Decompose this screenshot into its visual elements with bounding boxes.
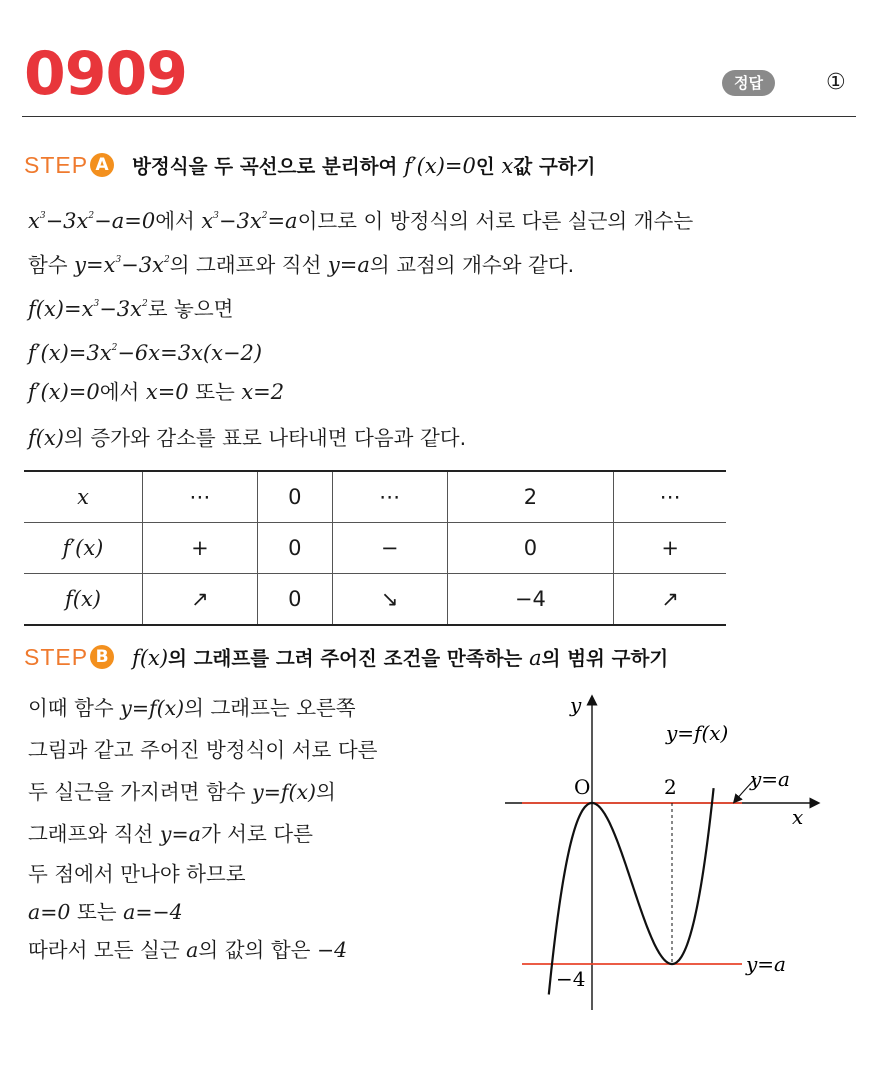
paragraph-line-6: a=0 또는 a=−4 — [28, 900, 183, 924]
paragraph-line-4: 그래프와 직선 y=a가 서로 다른 — [28, 822, 313, 846]
table-row-fprime — [24, 523, 726, 574]
table-cell: 0 — [257, 471, 332, 523]
table-cell: ⋯ — [614, 471, 726, 523]
line-label-top: y=a — [750, 767, 790, 791]
step-b-title: f(x)의 그래프를 그려 주어진 조건을 만족하는 a의 범위 구하기 — [132, 646, 669, 670]
solution-line-5: f′(x)=0에서 x=0 또는 x=2 — [28, 380, 285, 404]
table-row-f — [24, 574, 726, 626]
paragraph-line-3: 두 실근을 가지려면 함수 y=f(x)의 — [28, 780, 336, 804]
table-cell: ⋯ — [143, 471, 258, 523]
solution-line-1: $x^3-3x^2-a=0$에서 $x^3-3x^2=a$이므로 이 방정식의 서로 다른 실근의 개수는 — [28, 209, 694, 233]
increase-arrow: ↗ — [143, 574, 258, 626]
problem-number: 0909 — [24, 39, 187, 109]
header-divider — [22, 116, 856, 117]
y-axis-label: y — [570, 693, 582, 717]
table-row-x — [24, 471, 726, 523]
step-a-letter: A — [90, 153, 114, 177]
table-cell: + — [614, 523, 726, 574]
tick-label-2: 2 — [664, 775, 677, 799]
step-a-title: 방정식을 두 곡선으로 분리하여 f′(x)=0인 x값 구하기 — [132, 154, 596, 178]
row-label-f: f(x) — [64, 587, 101, 611]
step-b-heading — [24, 640, 668, 674]
paragraph-line-1: 이때 함수 y=f(x)의 그래프는 오른쪽 — [28, 696, 356, 720]
table-cell: ⋯ — [332, 471, 447, 523]
table-cell: −4 — [447, 574, 614, 626]
table-cell: 2 — [447, 471, 614, 523]
decrease-arrow: ↘ — [332, 574, 447, 626]
table-cell: − — [332, 523, 447, 574]
line-label-bottom: y=a — [746, 952, 786, 976]
solution-line-6: f(x)의 증가와 감소를 표로 나타내면 다음과 같다. — [28, 426, 467, 450]
solution-line-4: $f'(x)=3x^2-6x=3x(x-2)$ — [28, 341, 263, 365]
tick-label-neg4: −4 — [556, 967, 586, 991]
solution-line-2: 함수 $y=x^3-3x^2$의 그래프와 직선 y=a의 교점의 개수와 같다. — [28, 253, 575, 277]
curve-label: y=f(x) — [666, 721, 729, 745]
answer-value: ① — [826, 70, 846, 95]
increase-arrow: ↗ — [614, 574, 726, 626]
variation-table — [24, 470, 726, 626]
step-b-letter: B — [90, 645, 114, 669]
step-a-word: STEP — [24, 151, 89, 178]
row-label-fprime: f′(x) — [62, 536, 104, 560]
table-cell: 0 — [257, 523, 332, 574]
table-cell: 0 — [257, 574, 332, 626]
paragraph-line-7: 따라서 모든 실근 a의 값의 합은 −4 — [28, 938, 348, 962]
table-cell: + — [143, 523, 258, 574]
answer-badge: 정답 — [722, 70, 775, 96]
step-a-heading — [24, 148, 595, 182]
solution-line-3: $f(x)=x^3-3x^2$로 놓으면 — [28, 297, 234, 321]
table-cell: 0 — [447, 523, 614, 574]
paragraph-line-2: 그림과 같고 주어진 방정식이 서로 다른 — [28, 738, 378, 762]
row-label-x: x — [77, 485, 89, 509]
step-b-word: STEP — [24, 643, 89, 670]
origin-label: O — [574, 775, 591, 799]
x-axis-label: x — [792, 805, 804, 829]
function-graph — [490, 690, 830, 1020]
paragraph-line-5: 두 점에서 만나야 하므로 — [28, 862, 246, 886]
